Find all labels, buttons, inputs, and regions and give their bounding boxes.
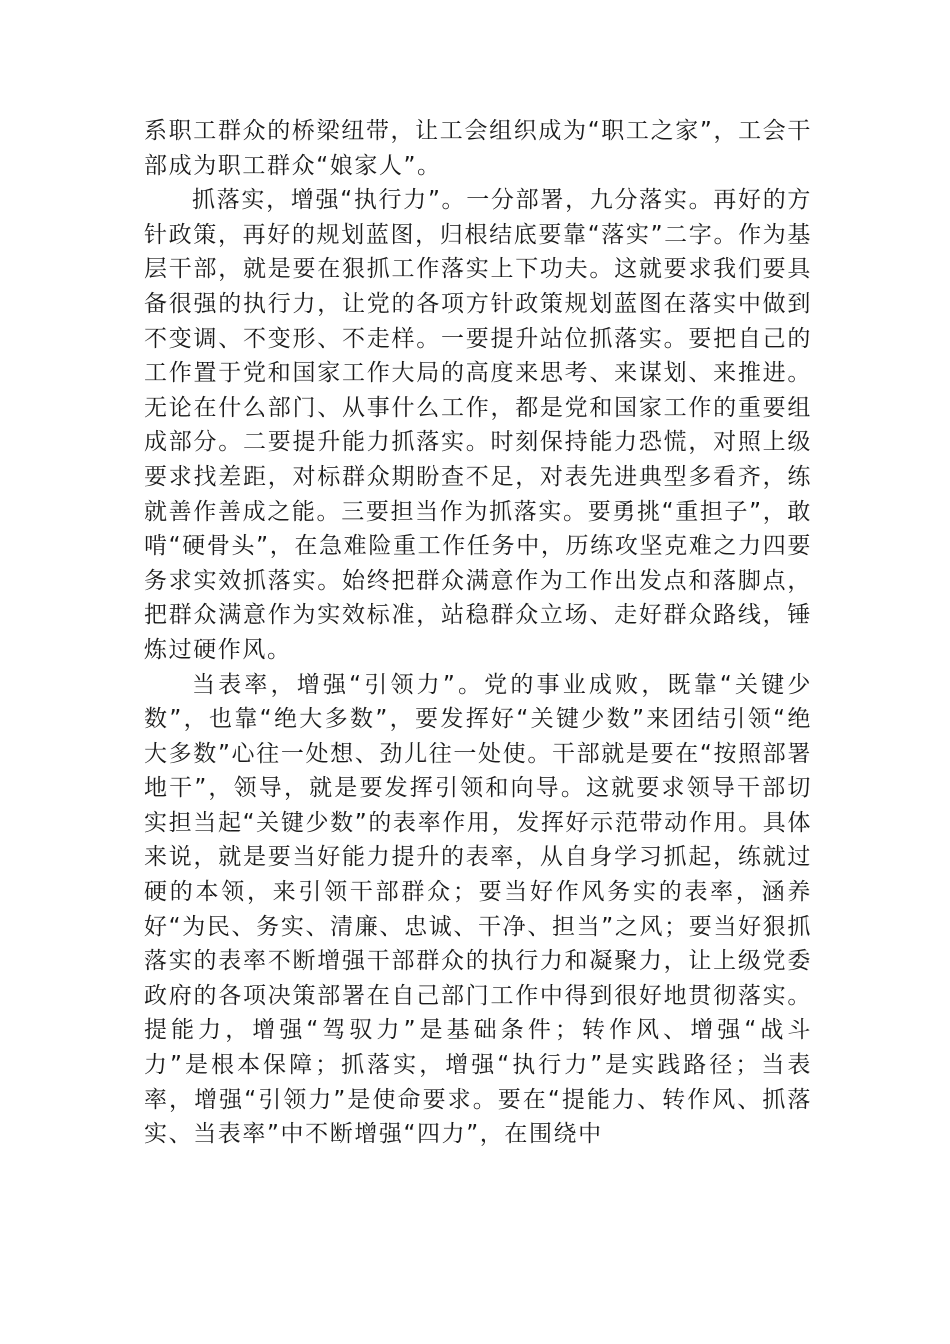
document-page [144,114,812,1152]
paragraph-execution: 抓落实，增强“执行力”。一分部署，九分落实。再好的方针政策，再好的规划蓝图，归根结底要靠“落实”二字。作为基层干部，就是要在狠抓工作落实上下功夫。这就要求我们要具备很强的执行力，让党的各项方针政策规划蓝图在落实中做到不变调、不变形、不走样。一要提升站位抓落实。要把自己的工作置于党和国家工作大局的高度来思考、来谋划、来推进。无论在什么部门、从事什么工作，都是党和国家工作的重要组成部分。二要提升能力抓落实。时刻保持能力恐慌，对照上级要求找差距，对标群众期盼查不足，对表先进典型多看齐，练就善作善成之能。三要担当作为抓落实。要勇挑“重担子”，敢啃“硬骨头”，在急难险重工作任务中，历练攻坚克难之力四要务求实效抓落实。始终把群众满意作为工作出发点和落脚点，把群众满意作为实效标准，站稳群众立场、走好群众路线，锤炼过硬作风。 [144,187,812,663]
paragraph-leadership: 当表率，增强“引领力”。党的事业成败，既靠“关键少数”，也靠“绝大多数”，要发挥好“关键少数”来团结引领“绝大多数”心往一处想、劲儿往一处使。干部就是要在“按照部署地干”，领导，就是要发挥引领和向导。这就要求领导干部切实担当起“关键少数”的表率作用，发挥好示范带动作用。具体来说，就是要当好能力提升的表率，从自身学习抓起，练就过硬的本领，来引领干部群众；要当好作风务实的表率，涵养好“为民、务实、清廉、忠诚、干净、担当”之风；要当好狠抓落实的表率不断增强干部群众的执行力和凝聚力，让上级党委政府的各项决策部署在自己部门工作中得到很好地贯彻落实。提能力，增强“驾驭力”是基础条件；转作风、增强“战斗力”是根本保障；抓落实，增强“执行力”是实践路径；当表率，增强“引领力”是使命要求。要在“提能力、转作风、抓落实、当表率”中不断增强“四力”，在围绕中 [144,671,812,1148]
paragraph-continued: 系职工群众的桥梁纽带，让工会组织成为“职工之家”，工会干部成为职工群众“娘家人”。 [144,118,812,179]
